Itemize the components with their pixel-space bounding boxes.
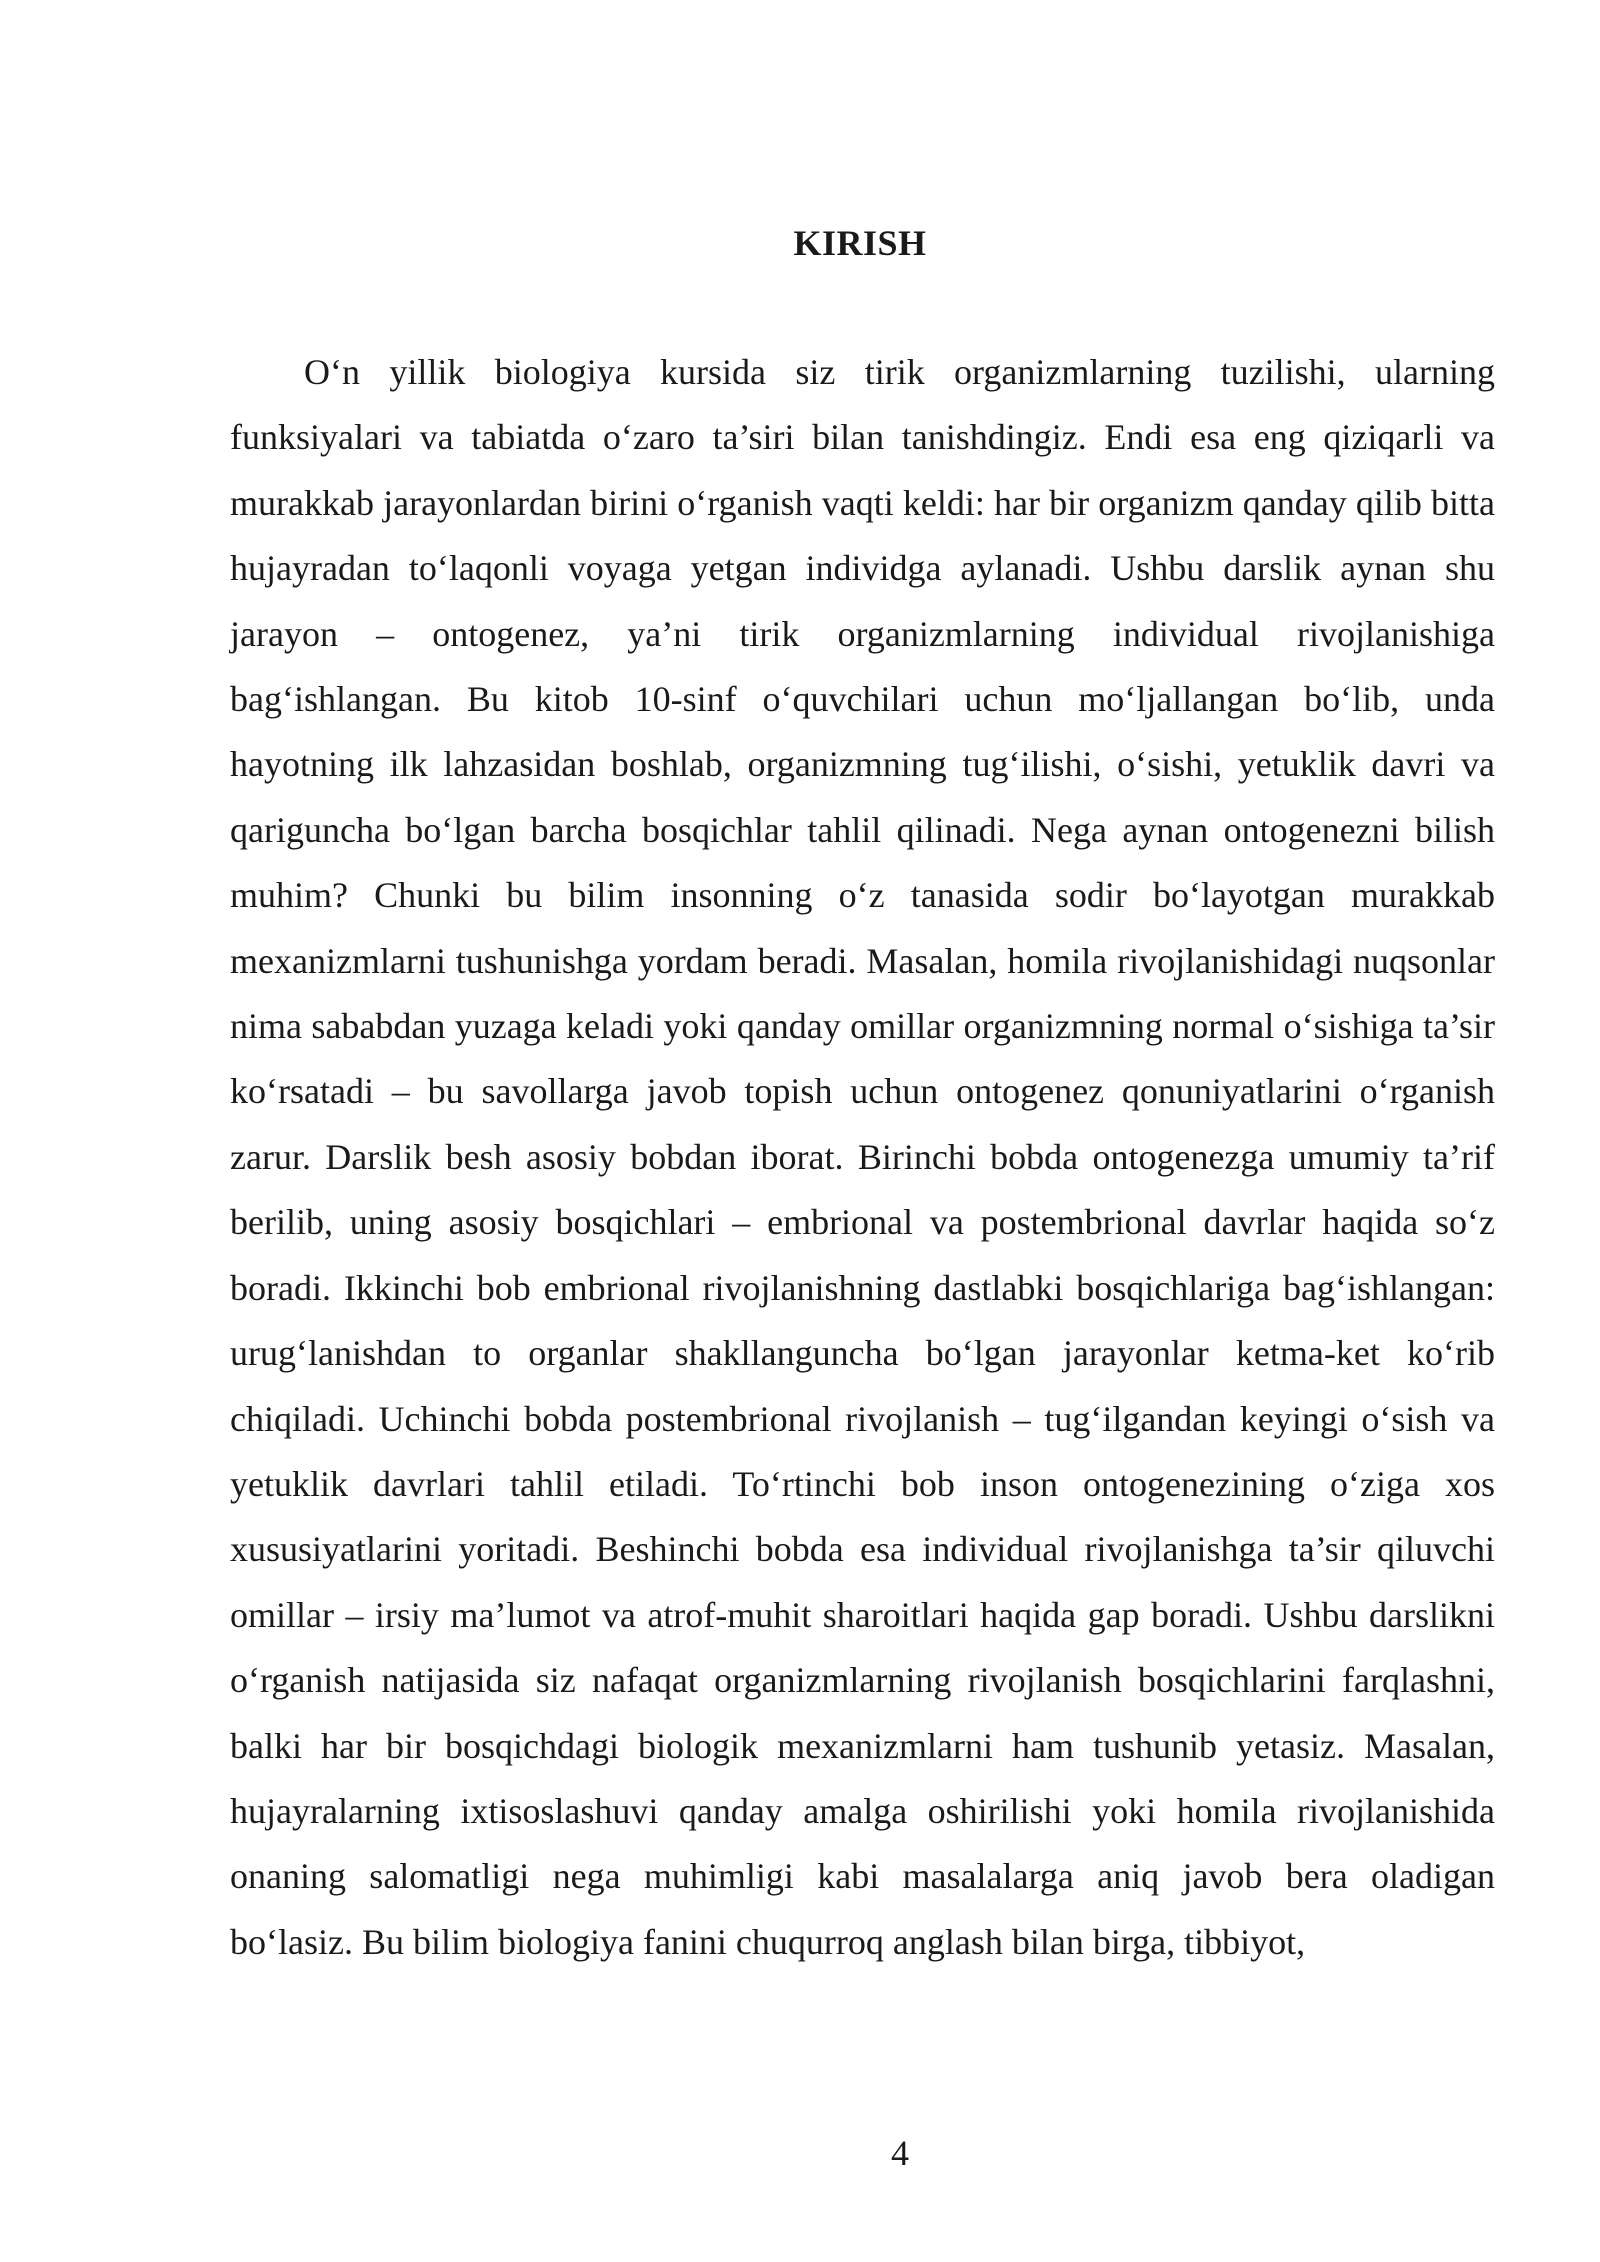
body-paragraph: O‘n yillik biologiya kursida siz tirik organizmlarning tuzilishi, ularning funksiyalari va tabiatda o‘zaro ta’siri bilan tanishdingiz. Endi esa eng qiziqarli va murakkab jarayonlardan birini o‘rganish vaqti keldi: har bir organizm qanday qilib bitta hujayradan to‘laqonli voyaga yetgan individga aylanadi. Ushbu darslik aynan shu jarayon – ontogenez, ya’ni tirik organizmlarning individual rivojlanishiga bag‘ishlangan. Bu kitob 10-sinf o‘quvchilari uchun mo‘ljallangan bo‘lib, unda hayotning ilk lahzasidan boshlab, organizmning tug‘ilishi, o‘sishi, yetuklik davri va qariguncha bo‘lgan barcha bosqichlar tahlil qilinadi. Nega aynan ontogenezni bilish muhim? Chunki bu bilim insonning o‘z tanasida sodir bo‘layotgan murakkab mexanizmlarni tushunishga yordam beradi. Masalan, homila rivojlanishidagi nuqsonlar nima sababdan yuzaga keladi yoki qanday omillar organizmning normal o‘sishiga ta’sir ko‘rsatadi – bu savollarga javob topish uchun ontogenez qonuniyatlarini o‘rganish zarur. Darslik besh asosiy bobdan iborat. Birinchi bobda ontogenezga umumiy ta’rif berilib, uning asosiy bosqichlari – embrional va postembrional davrlar haqida so‘z boradi. Ikkinchi bob embrional rivojlanishning dastlabki bosqichlariga bag‘ishlangan: urug‘lanishdan to organlar shakllanguncha bo‘lgan jarayonlar ketma-ket ko‘rib chiqiladi. Uchinchi bobda postembrional rivojlanish – tug‘ilgandan keyingi o‘sish va yetuklik davrlari tahlil etiladi. To‘rtinchi bob inson ontogenezining o‘ziga xos xususiyatlarini yoritadi. Beshinchi bobda esa individual rivojlanishga ta’sir qiluvchi omillar – irsiy ma’lumot va atrof-muhit sharoitlari haqida gap boradi. Ushbu darslikni o‘rganish natijasida siz nafaqat organizmlarning rivojlanish bosqichlarini farqlashni, balki har bir bosqichdagi biologik mexanizmlarni ham tushunib yetasiz. Masalan, hujayralarning ixtisoslashuvi qanday amalga oshirilishi yoki homila rivojlanishida onaning salomatligi nega muhimligi kabi masalalarga aniq javob bera oladigan bo‘lasiz. Bu bilim biologiya fanini chuqurroq anglash bilan birga, tibbiyot,: [230, 352, 1495, 1962]
page-title: KIRISH: [793, 223, 927, 263]
page-number: 4: [891, 2133, 909, 2173]
